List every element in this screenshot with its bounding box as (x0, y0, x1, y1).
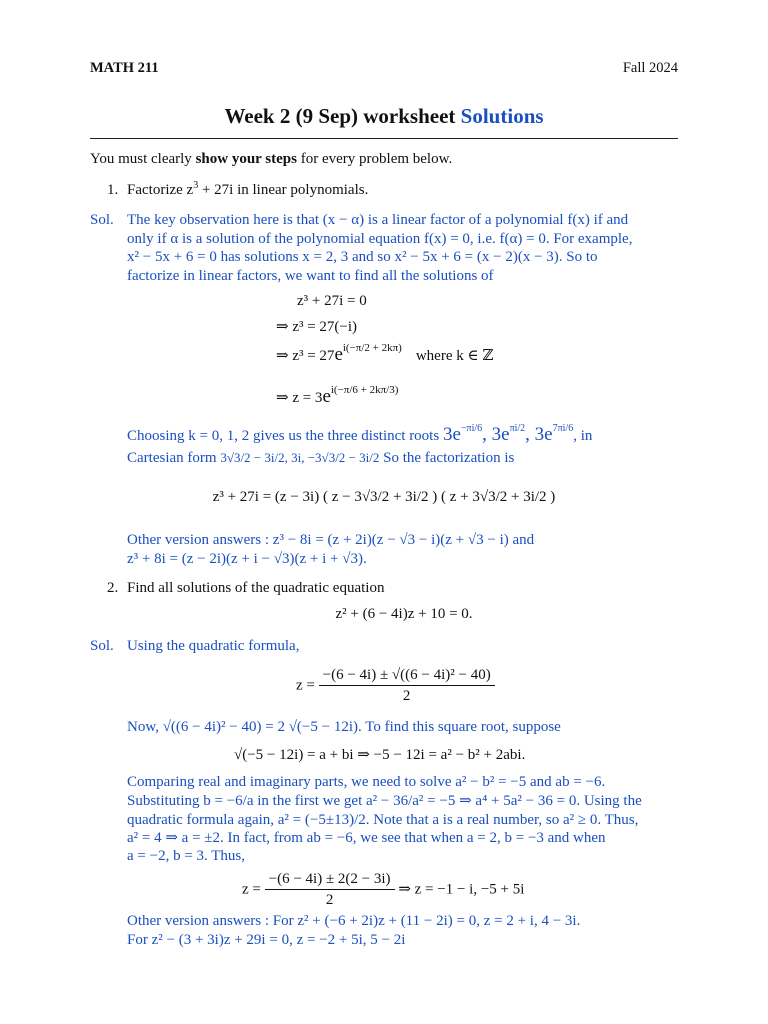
cartesian-line (127, 449, 514, 467)
problem-2-statement: Find all solutions of the quadratic equation (127, 580, 385, 596)
intro-after: for every problem below. (296, 151, 453, 167)
equation-3 (276, 342, 494, 365)
qf-lhs: z = (296, 677, 315, 694)
solution-1-line-3: x² − 5x + 6 = 0 has solutions x = 2, 3 and so x² − 5x + 6 = (x − 2)(x − 3). So to (127, 249, 598, 265)
term-label: Fall 2024 (622, 60, 678, 76)
title-main: Week 2 (9 Sep) worksheet (224, 104, 461, 128)
equation-2: ⇒ z³ = 27(−i) (276, 319, 358, 335)
solution-1-line-1: The key observation here is that (x − α) is a linear factor of a polynomial f(x) if and (127, 212, 629, 228)
cart-a: Cartesian form (127, 450, 221, 466)
equation-4 (276, 384, 399, 407)
root-2-exp: πi/2 (509, 423, 526, 434)
fin-rhs: ⇒ z = −1 − i, −5 + 5i (398, 881, 525, 898)
intro-before: You must clearly (90, 151, 196, 167)
fin-lhs: z = (242, 881, 261, 898)
eq3-a: ⇒ z³ = 27 (276, 348, 335, 364)
root-1-exp: −πi/6 (460, 423, 483, 434)
eq4-e: e (322, 386, 331, 407)
title-rule (90, 138, 678, 139)
fin-numerator: −(6 − 4i) ± 2(2 − 3i) (265, 869, 395, 890)
compare-line-3: quadratic formula again, a² = (−5±13)/2. Note that a is a real number, so a² ≥ 0. Thus, (127, 812, 639, 828)
p1-text-b: + 27i in linear polynomials. (198, 182, 369, 198)
root-1: 3e (442, 424, 461, 445)
roots-e: , in (573, 428, 593, 444)
problem-1-number: 1. (107, 182, 119, 198)
root-2: , 3e (482, 424, 510, 445)
other-answers-2a: Other version answers : For z² + (−6 + 2i)z + (11 − 2i) = 0, z = 2 + i, 4 − 3i. (127, 913, 581, 929)
problem-1-statement (127, 181, 368, 199)
other-answers-1b: z³ + 8i = (z − 2i)(z + i − √3)(z + i + √3). (127, 551, 367, 567)
compare-line-5: a = −2, b = 3. Thus, (127, 848, 246, 864)
qf-denominator: 2 (402, 688, 411, 704)
problem-2-equation: z² + (6 − 4i)z + 10 = 0. (335, 606, 473, 622)
compare-line-4: a² = 4 ⇒ a = ±2. In fact, from ab = −6, we see that when a = 2, b = −3 and when (127, 830, 606, 846)
final-solution (242, 869, 524, 910)
solution-1-line-4: factorize in linear factors, we want to find all the solutions of (127, 268, 494, 284)
compare-line-2: Substituting b = −6/a in the first we get a² − 36/a² = −5 ⇒ a⁴ + 5a² − 36 = 0. Using the (127, 793, 642, 809)
eq4-a: ⇒ z = 3 (276, 390, 323, 406)
title-accent: Solutions (460, 104, 544, 128)
quadratic-formula (296, 665, 495, 706)
p1-exp: 3 (193, 180, 199, 191)
p1-text-a: Factorize z (127, 182, 194, 198)
factorization-equation: z³ + 27i = (z − 3i) ( z − 3√3/2 + 3i/2 ) ( z + 3√3/2 + 3i/2 ) (212, 489, 556, 505)
problem-2-number: 2. (107, 580, 119, 596)
solution-1-label: Sol. (90, 212, 114, 228)
fin-denominator: 2 (325, 892, 334, 908)
eq3-exp: i(−π/2 + 2kπ) (342, 342, 402, 354)
root-3: , 3e (525, 424, 553, 445)
now-line: Now, √((6 − 4i)² − 40) = 2 √(−5 − 12i). To find this square root, suppose (127, 719, 561, 735)
qf-fraction (319, 665, 495, 706)
solution-1-line-2: only if α is a solution of the polynomial equation f(x) = 0, i.e. f(α) = 0. For example, (127, 231, 633, 247)
solution-2-label: Sol. (90, 638, 114, 654)
compare-line-1: Comparing real and imaginary parts, we need to solve a² − b² = −5 and ab = −6. (127, 774, 606, 790)
other-answers-2b: For z² − (3 + 3i)z + 29i = 0, z = −2 + 5i, 5 − 2i (127, 932, 406, 948)
eq3-e: e (334, 344, 343, 365)
intro-text (90, 150, 452, 168)
eq3-where: where k ∈ ℤ (415, 348, 494, 364)
fin-fraction (265, 869, 395, 910)
roots-line (127, 423, 593, 445)
other-answers-1a: Other version answers : z³ − 8i = (z + 2i)(z − √3 − i)(z + √3 − i) and (127, 532, 535, 548)
square-root-equation: √(−5 − 12i) = a + bi ⇒ −5 − 12i = a² − b² + 2abi. (234, 747, 526, 763)
roots-a: Choosing k = 0, 1, 2 gives us the three distinct roots (127, 428, 443, 444)
solution-2-line-1: Using the quadratic formula, (127, 638, 300, 654)
root-3-exp: 7πi/6 (552, 423, 574, 434)
eq4-exp: i(−π/6 + 2kπ/3) (330, 384, 399, 396)
page-title (90, 104, 678, 129)
equation-1: z³ + 27i = 0 (297, 293, 367, 309)
course-code: MATH 211 (90, 60, 159, 76)
cart-b: 3√3/2 − 3i/2, 3i, −3√3/2 − 3i/2 (220, 450, 380, 465)
intro-bold: show your steps (195, 151, 297, 167)
cart-c: So the factorization is (379, 450, 515, 466)
qf-numerator: −(6 − 4i) ± √((6 − 4i)² − 40) (319, 665, 495, 686)
